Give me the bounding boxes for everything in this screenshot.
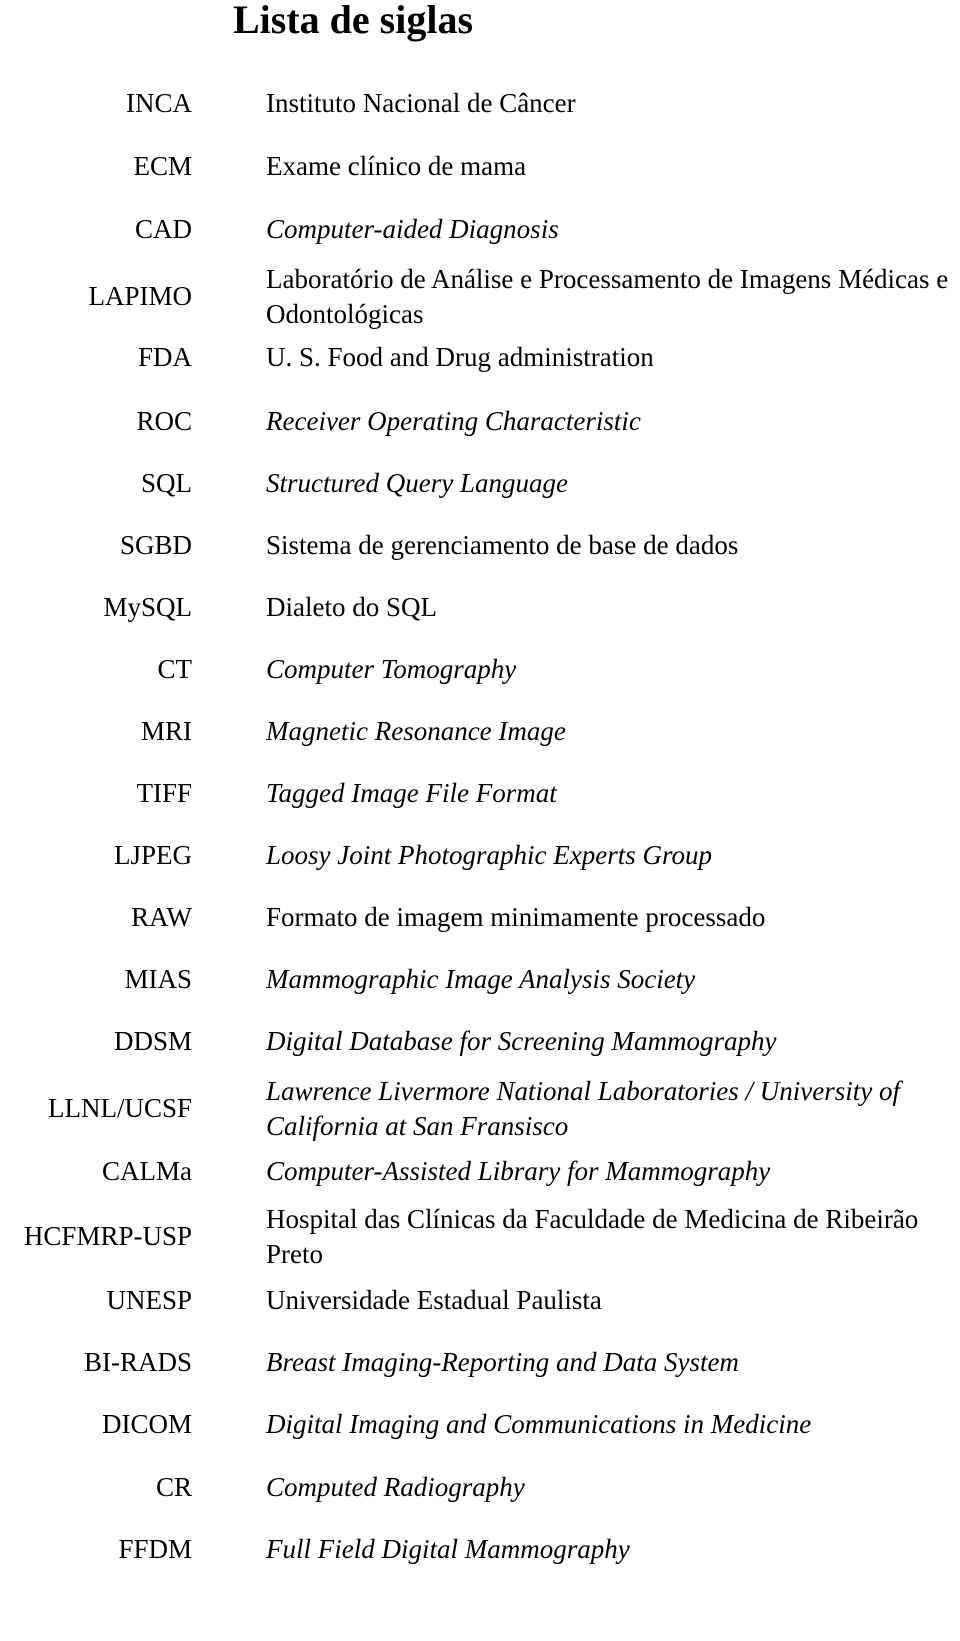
acronym-meaning: Structured Query Language <box>266 468 568 498</box>
acronym-abbreviation: MRI <box>140 716 192 746</box>
acronym-meaning: Computer Tomography <box>266 654 517 684</box>
acronym-meaning: Exame clínico de mama <box>266 151 527 181</box>
acronym-abbreviation: FDA <box>137 342 192 372</box>
acronym-abbreviation: LJPEG <box>113 840 192 870</box>
acronym-meaning: Mammographic Image Analysis Society <box>266 964 696 994</box>
page-title: Lista de siglas <box>233 0 474 42</box>
acronym-meaning: Receiver Operating Characteristic <box>266 406 641 436</box>
acronym-meaning: Hospital das Clínicas da Faculdade de Medicina de Ribeirão Preto <box>266 1204 919 1269</box>
acronym-meaning: Universidade Estadual Paulista <box>266 1285 602 1315</box>
acronym-meaning: Digital Database for Screening Mammography <box>266 1026 777 1056</box>
acronym-abbreviation: BI-RADS <box>83 1347 192 1377</box>
acronym-abbreviation: HCFMRP-USP <box>23 1221 192 1251</box>
acronym-meaning: Computer-aided Diagnosis <box>266 214 559 244</box>
acronym-abbreviation: UNESP <box>106 1285 192 1315</box>
acronym-meaning: Instituto Nacional de Câncer <box>266 88 576 118</box>
acronym-meaning: Laboratório de Análise e Processamento de Imagens Médicas e Odontológicas <box>266 264 949 329</box>
acronym-abbreviation: TIFF <box>136 778 192 808</box>
acronym-meaning: Formato de imagem minimamente processado <box>266 902 766 932</box>
acronym-meaning: Tagged Image File Format <box>266 778 557 808</box>
acronym-meaning: Loosy Joint Photographic Experts Group <box>266 840 712 870</box>
acronym-abbreviation: CAD <box>134 214 192 244</box>
acronym-abbreviation: MIAS <box>124 964 192 994</box>
acronym-meaning: Digital Imaging and Communications in Medicine <box>266 1409 812 1439</box>
acronym-abbreviation: CALMa <box>102 1156 192 1186</box>
acronym-abbreviation: LLNL/UCSF <box>47 1093 192 1123</box>
acronym-meaning: Full Field Digital Mammography <box>266 1534 630 1564</box>
acronym-abbreviation: SQL <box>140 468 192 498</box>
acronym-abbreviation: INCA <box>126 88 192 118</box>
acronym-meaning: Dialeto do SQL <box>266 592 437 622</box>
acronym-meaning: Breast Imaging-Reporting and Data System <box>266 1347 739 1377</box>
acronym-meaning: Computer-Assisted Library for Mammography <box>266 1156 771 1186</box>
acronym-meaning: U. S. Food and Drug administration <box>266 342 654 372</box>
acronym-abbreviation: LAPIMO <box>88 281 192 311</box>
acronym-abbreviation: MySQL <box>103 592 192 622</box>
acronym-abbreviation: RAW <box>131 902 192 932</box>
acronym-abbreviation: SGBD <box>119 530 192 560</box>
acronym-meaning: Magnetic Resonance Image <box>266 716 566 746</box>
acronym-abbreviation: CR <box>155 1472 192 1502</box>
acronym-abbreviation: DDSM <box>113 1026 192 1056</box>
acronym-abbreviation: ROC <box>136 406 192 436</box>
acronym-meaning: Sistema de gerenciamento de base de dados <box>266 530 739 560</box>
acronym-abbreviation: ECM <box>133 151 192 181</box>
acronym-meaning: Computed Radiography <box>266 1472 525 1502</box>
acronym-abbreviation: DICOM <box>101 1409 192 1439</box>
acronym-abbreviation: CT <box>157 654 192 684</box>
acronym-abbreviation: FFDM <box>118 1534 192 1564</box>
acronym-meaning: Lawrence Livermore National Laboratories / University of California at San Fransisco <box>266 1076 900 1141</box>
